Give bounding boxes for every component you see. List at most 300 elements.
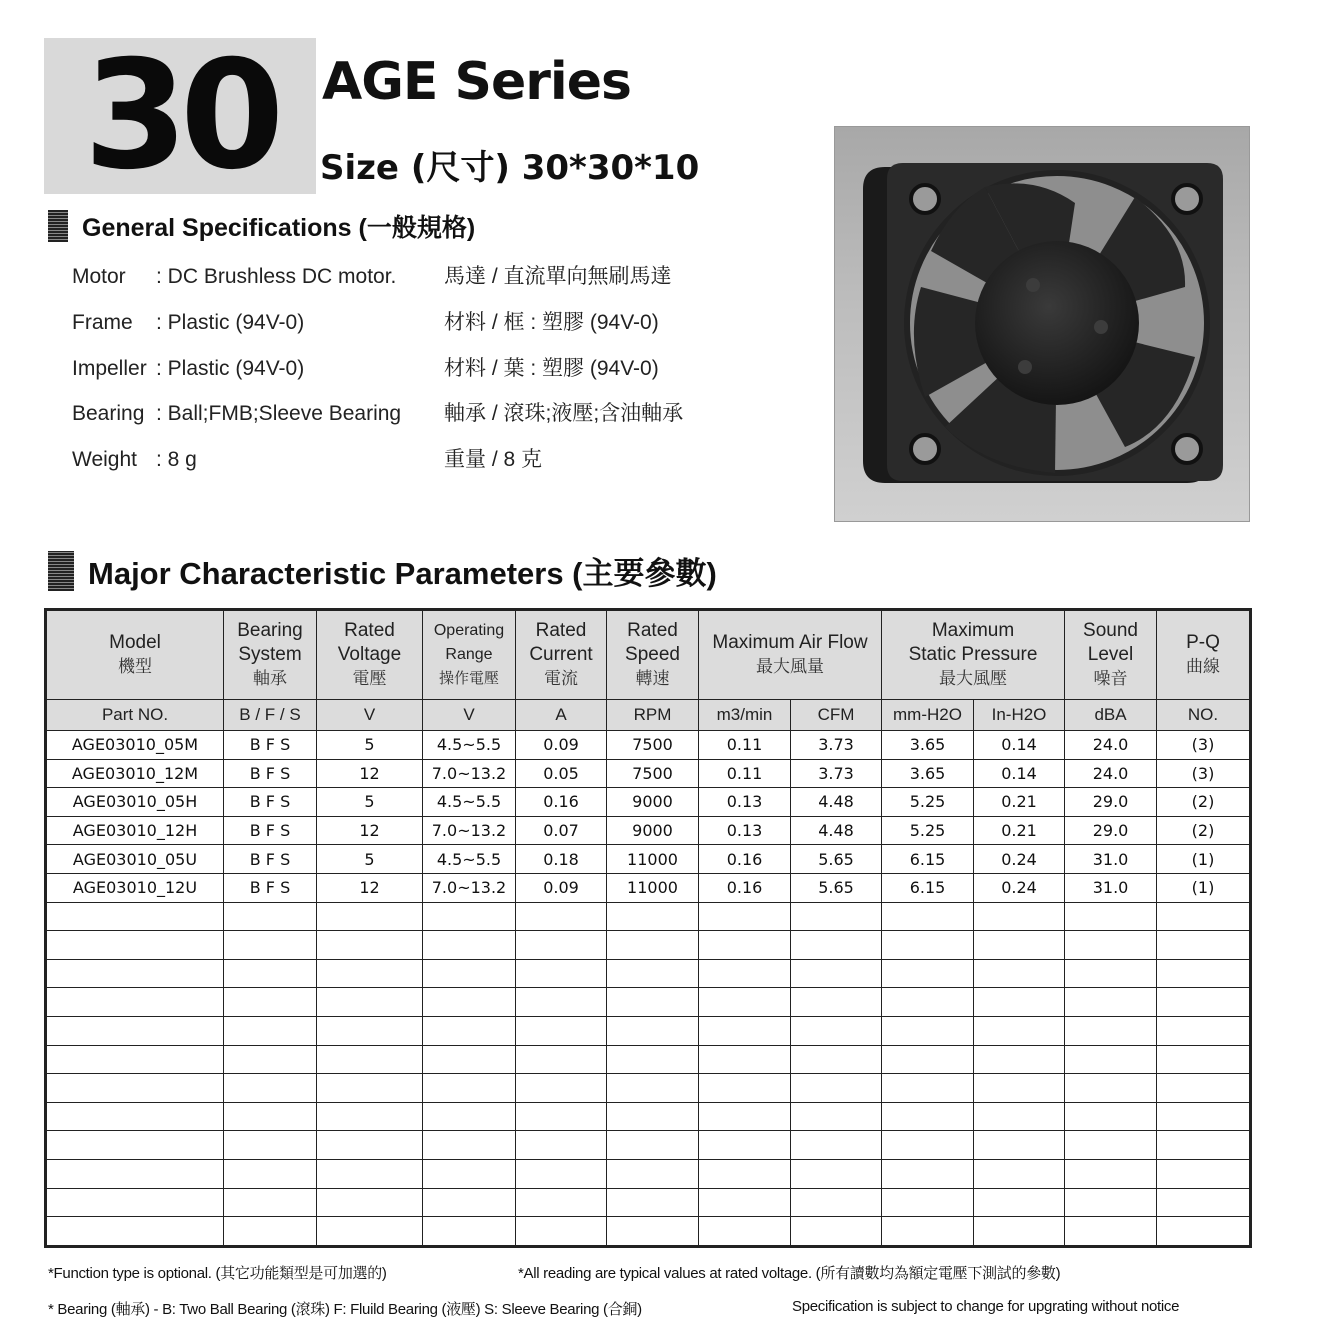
spec-value: : Plastic (94V-0) <box>156 311 305 334</box>
spec-value: : 8 g <box>156 448 197 471</box>
empty-cell <box>317 988 423 1017</box>
empty-cell <box>423 1045 516 1074</box>
spec-value-cn: 馬達 / 直流單向無刷馬達 <box>444 265 672 288</box>
empty-cell <box>317 902 423 931</box>
footnote-change-notice: Specification is subject to change for upgrating without notice <box>792 1298 1180 1315</box>
empty-cell <box>1065 902 1157 931</box>
empty-table-row <box>46 1074 1251 1103</box>
unit-cell: RPM <box>607 700 699 731</box>
empty-cell <box>607 902 699 931</box>
empty-cell <box>882 1074 974 1103</box>
table-cell: 6.15 <box>882 845 974 874</box>
table-cell: 5.25 <box>882 788 974 817</box>
empty-cell <box>791 1188 882 1217</box>
empty-cell <box>516 931 607 960</box>
major-params-heading <box>48 548 717 593</box>
table-cell: 3.73 <box>791 731 882 760</box>
empty-cell <box>607 1016 699 1045</box>
col-header-bearing <box>224 610 317 700</box>
empty-cell <box>699 1188 791 1217</box>
table-cell: 0.16 <box>516 788 607 817</box>
unit-cell: B / F / S <box>224 700 317 731</box>
empty-cell <box>882 988 974 1017</box>
spec-label: Motor <box>72 265 126 288</box>
empty-cell <box>607 1045 699 1074</box>
table-cell: 0.09 <box>516 873 607 902</box>
unit-cell: CFM <box>791 700 882 731</box>
table-cell: AGE03010_05U <box>46 845 224 874</box>
header-text-cn: 曲線 <box>1186 657 1221 676</box>
unit-cell: V <box>317 700 423 731</box>
table-cell: 11000 <box>607 845 699 874</box>
empty-cell <box>974 988 1065 1017</box>
table-cell: 3.73 <box>791 759 882 788</box>
empty-cell <box>46 988 224 1017</box>
footnote-bearing: * Bearing (軸承) - B: Two Ball Bearing (滾珠) F: Fluild Bearing (液壓) S: Sleeve Bearing (合銅) <box>48 1301 642 1318</box>
spec-value: : DC Brushless DC motor. <box>156 265 397 288</box>
table-cell: 29.0 <box>1065 788 1157 817</box>
empty-cell <box>516 1131 607 1160</box>
empty-cell <box>224 1045 317 1074</box>
header-text-cn: 最大風壓 <box>939 669 1007 688</box>
spec-value-cn: 軸承 / 滾珠;液壓;含油軸承 <box>444 402 684 425</box>
empty-cell <box>974 1159 1065 1188</box>
spec-label: Frame <box>72 311 133 334</box>
unit-cell: NO. <box>1157 700 1251 731</box>
table-cell: 4.48 <box>791 816 882 845</box>
header-text: System <box>238 644 302 665</box>
empty-cell <box>46 1074 224 1103</box>
empty-cell <box>1157 988 1251 1017</box>
header-text: Model <box>109 632 161 653</box>
empty-cell <box>516 1045 607 1074</box>
table-row <box>46 731 1251 760</box>
empty-cell <box>46 931 224 960</box>
empty-cell <box>224 902 317 931</box>
table-cell: 0.24 <box>974 873 1065 902</box>
table-cell: B F S <box>224 873 317 902</box>
unit-cell: mm-H2O <box>882 700 974 731</box>
table-cell: 0.14 <box>974 759 1065 788</box>
empty-cell <box>1065 1074 1157 1103</box>
empty-cell <box>46 1217 224 1247</box>
table-cell: 4.5~5.5 <box>423 731 516 760</box>
table-cell: 5 <box>317 731 423 760</box>
empty-cell <box>699 1074 791 1103</box>
table-cell: 0.05 <box>516 759 607 788</box>
empty-cell <box>607 1159 699 1188</box>
empty-table-row <box>46 1217 1251 1247</box>
empty-cell <box>516 988 607 1017</box>
table-cell: 9000 <box>607 788 699 817</box>
empty-cell <box>423 988 516 1017</box>
empty-cell <box>516 902 607 931</box>
empty-cell <box>1157 1131 1251 1160</box>
header-text: Sound <box>1083 620 1138 641</box>
empty-cell <box>882 1045 974 1074</box>
spec-label: Impeller <box>72 357 147 380</box>
table-cell: 12 <box>317 816 423 845</box>
empty-cell <box>516 959 607 988</box>
spec-value-cn: 材料 / 葉 : 塑膠 (94V-0) <box>444 357 659 380</box>
header-text-cn: 軸承 <box>253 669 287 688</box>
empty-cell <box>46 1188 224 1217</box>
empty-cell <box>882 1016 974 1045</box>
header-text: Static Pressure <box>908 644 1038 665</box>
col-header-pressure <box>882 610 1065 700</box>
empty-cell <box>423 1188 516 1217</box>
table-cell: AGE03010_12U <box>46 873 224 902</box>
table-row <box>46 845 1251 874</box>
header-text-cn: 噪音 <box>1093 669 1128 688</box>
empty-cell <box>607 1102 699 1131</box>
table-cell: (3) <box>1157 759 1251 788</box>
empty-cell <box>317 1045 423 1074</box>
parameters-table <box>44 608 1252 1248</box>
empty-cell <box>607 931 699 960</box>
empty-table-row <box>46 931 1251 960</box>
empty-cell <box>791 1102 882 1131</box>
table-cell: 31.0 <box>1065 873 1157 902</box>
table-cell: 24.0 <box>1065 759 1157 788</box>
empty-cell <box>1157 1045 1251 1074</box>
table-cell: 4.5~5.5 <box>423 788 516 817</box>
table-cell: 0.14 <box>974 731 1065 760</box>
unit-cell: m3/min <box>699 700 791 731</box>
table-cell: 7500 <box>607 731 699 760</box>
empty-cell <box>1065 1217 1157 1247</box>
empty-cell <box>317 1016 423 1045</box>
table-cell: 6.15 <box>882 873 974 902</box>
table-cell: 31.0 <box>1065 845 1157 874</box>
empty-table-row <box>46 1188 1251 1217</box>
empty-cell <box>1065 1131 1157 1160</box>
empty-cell <box>224 1131 317 1160</box>
fan-photo <box>834 126 1250 522</box>
empty-cell <box>46 1016 224 1045</box>
empty-cell <box>974 1131 1065 1160</box>
empty-cell <box>699 1159 791 1188</box>
empty-cell <box>1157 931 1251 960</box>
empty-cell <box>1157 959 1251 988</box>
empty-table-row <box>46 1131 1251 1160</box>
empty-cell <box>224 959 317 988</box>
empty-cell <box>317 1217 423 1247</box>
table-units-row <box>46 700 1251 731</box>
empty-cell <box>974 1188 1065 1217</box>
empty-cell <box>882 1159 974 1188</box>
table-cell: AGE03010_05M <box>46 731 224 760</box>
table-cell: 7.0~13.2 <box>423 759 516 788</box>
empty-cell <box>699 1016 791 1045</box>
general-spec-heading <box>48 208 475 244</box>
empty-cell <box>1065 1102 1157 1131</box>
empty-cell <box>699 1045 791 1074</box>
unit-cell: dBA <box>1065 700 1157 731</box>
table-row <box>46 759 1251 788</box>
unit-cell: A <box>516 700 607 731</box>
table-cell: 0.16 <box>699 873 791 902</box>
empty-cell <box>46 959 224 988</box>
table-cell: (1) <box>1157 845 1251 874</box>
empty-cell <box>423 1102 516 1131</box>
col-header-model <box>46 610 224 700</box>
table-cell: (3) <box>1157 731 1251 760</box>
empty-cell <box>423 1131 516 1160</box>
empty-cell <box>699 931 791 960</box>
empty-cell <box>791 1217 882 1247</box>
spec-value: : Plastic (94V-0) <box>156 357 305 380</box>
table-cell: 0.13 <box>699 788 791 817</box>
empty-table-row <box>46 1102 1251 1131</box>
table-cell: 5 <box>317 845 423 874</box>
footnote-function: *Function type is optional. (其它功能類型是可加選的) <box>48 1265 387 1282</box>
empty-cell <box>607 1217 699 1247</box>
header-text-cn: 最大風量 <box>756 657 824 676</box>
series-title: AGE Series <box>322 52 631 112</box>
table-cell: 0.09 <box>516 731 607 760</box>
empty-cell <box>699 1131 791 1160</box>
empty-cell <box>1157 1188 1251 1217</box>
empty-cell <box>699 959 791 988</box>
size-number: 30 <box>83 29 277 203</box>
empty-cell <box>516 1217 607 1247</box>
table-cell: 0.18 <box>516 845 607 874</box>
table-cell: 5.65 <box>791 873 882 902</box>
table-cell: B F S <box>224 759 317 788</box>
empty-table-row <box>46 1159 1251 1188</box>
spec-label: Weight <box>72 448 137 471</box>
empty-cell <box>46 1045 224 1074</box>
empty-cell <box>224 1016 317 1045</box>
table-cell: 3.65 <box>882 759 974 788</box>
empty-cell <box>1157 1074 1251 1103</box>
empty-cell <box>882 1217 974 1247</box>
empty-cell <box>317 1159 423 1188</box>
table-cell: 5.65 <box>791 845 882 874</box>
empty-cell <box>423 902 516 931</box>
empty-cell <box>1157 1159 1251 1188</box>
empty-cell <box>224 1074 317 1103</box>
header-text: Maximum Air Flow <box>712 632 868 653</box>
empty-cell <box>607 959 699 988</box>
col-header-airflow <box>699 610 882 700</box>
empty-cell <box>791 959 882 988</box>
table-cell: (2) <box>1157 816 1251 845</box>
unit-cell: In-H2O <box>974 700 1065 731</box>
table-row <box>46 788 1251 817</box>
col-header-pq <box>1157 610 1251 700</box>
header-text: Maximum <box>931 620 1015 641</box>
empty-cell <box>1065 1188 1157 1217</box>
empty-cell <box>317 1102 423 1131</box>
header-text-cn: 操作電壓 <box>438 670 499 687</box>
empty-cell <box>423 1074 516 1103</box>
empty-cell <box>224 1159 317 1188</box>
header-text: Range <box>445 646 493 663</box>
footnote-readings: *All reading are typical values at rated voltage. (所有讀數均為額定電壓下測試的參數) <box>518 1265 1061 1282</box>
header-text: Rated <box>344 620 395 641</box>
empty-table-row <box>46 1016 1251 1045</box>
empty-cell <box>974 1217 1065 1247</box>
table-cell: 5 <box>317 788 423 817</box>
header-text: Level <box>1087 644 1134 665</box>
table-cell: 11000 <box>607 873 699 902</box>
major-params-heading-text: Major Characteristic Parameters (主要參數) <box>88 556 717 591</box>
table-cell: 3.65 <box>882 731 974 760</box>
empty-cell <box>882 959 974 988</box>
empty-cell <box>224 1217 317 1247</box>
empty-cell <box>882 931 974 960</box>
table-cell: 9000 <box>607 816 699 845</box>
empty-cell <box>974 1102 1065 1131</box>
empty-cell <box>516 1188 607 1217</box>
unit-cell: V <box>423 700 516 731</box>
spec-value-cn: 材料 / 框 : 塑膠 (94V-0) <box>444 311 659 334</box>
empty-cell <box>882 1131 974 1160</box>
empty-cell <box>224 1188 317 1217</box>
empty-cell <box>46 902 224 931</box>
empty-cell <box>423 1217 516 1247</box>
spec-value-cn: 重量 / 8 克 <box>444 448 543 471</box>
empty-cell <box>882 1188 974 1217</box>
empty-cell <box>46 1131 224 1160</box>
empty-table-row <box>46 959 1251 988</box>
table-cell: 7500 <box>607 759 699 788</box>
section-marker-icon <box>48 210 68 242</box>
table-cell: 29.0 <box>1065 816 1157 845</box>
header-text-cn: 電壓 <box>352 669 387 688</box>
empty-cell <box>791 902 882 931</box>
empty-cell <box>317 931 423 960</box>
empty-cell <box>317 1074 423 1103</box>
col-header-voltage <box>317 610 423 700</box>
table-cell: B F S <box>224 731 317 760</box>
table-cell: B F S <box>224 845 317 874</box>
table-cell: 0.21 <box>974 816 1065 845</box>
empty-table-row <box>46 902 1251 931</box>
empty-cell <box>1065 1016 1157 1045</box>
empty-cell <box>516 1016 607 1045</box>
table-cell: B F S <box>224 816 317 845</box>
empty-cell <box>607 1131 699 1160</box>
empty-cell <box>224 1102 317 1131</box>
empty-cell <box>317 1131 423 1160</box>
table-cell: 4.5~5.5 <box>423 845 516 874</box>
empty-cell <box>1065 988 1157 1017</box>
empty-cell <box>699 1217 791 1247</box>
empty-cell <box>1157 902 1251 931</box>
table-cell: (1) <box>1157 873 1251 902</box>
empty-cell <box>423 931 516 960</box>
header-text: Operating <box>433 622 505 639</box>
empty-cell <box>791 1074 882 1103</box>
empty-cell <box>699 902 791 931</box>
header-text: P-Q <box>1186 632 1220 653</box>
empty-cell <box>882 1102 974 1131</box>
empty-cell <box>224 931 317 960</box>
empty-cell <box>1157 1016 1251 1045</box>
table-cell: AGE03010_12H <box>46 816 224 845</box>
empty-cell <box>317 959 423 988</box>
header-text: Current <box>529 644 593 665</box>
size-badge <box>44 29 316 203</box>
empty-table-row <box>46 1045 1251 1074</box>
empty-cell <box>791 1131 882 1160</box>
empty-cell <box>46 1102 224 1131</box>
header-text-cn: 機型 <box>118 657 152 676</box>
table-cell: AGE03010_05H <box>46 788 224 817</box>
section-marker-icon <box>48 551 74 591</box>
table-cell: 0.07 <box>516 816 607 845</box>
header-text: Bearing <box>237 620 303 641</box>
table-cell: 12 <box>317 759 423 788</box>
general-spec-heading-text: General Specifications (一般規格) <box>82 214 476 242</box>
axial-fan-icon <box>835 127 1249 521</box>
table-cell: 7.0~13.2 <box>423 816 516 845</box>
table-cell: 0.21 <box>974 788 1065 817</box>
col-header-sound <box>1065 610 1157 700</box>
table-cell: 0.11 <box>699 731 791 760</box>
empty-cell <box>882 902 974 931</box>
empty-cell <box>974 1074 1065 1103</box>
header-text: Rated <box>535 620 587 641</box>
spec-label: Bearing <box>72 402 145 425</box>
empty-cell <box>791 931 882 960</box>
table-cell: 24.0 <box>1065 731 1157 760</box>
table-cell: 12 <box>317 873 423 902</box>
size-line: Size (尺寸) 30*30*10 <box>320 148 700 188</box>
col-header-speed <box>607 610 699 700</box>
table-cell: 0.24 <box>974 845 1065 874</box>
empty-cell <box>1157 1102 1251 1131</box>
empty-cell <box>791 988 882 1017</box>
table-row <box>46 816 1251 845</box>
col-header-current <box>516 610 607 700</box>
table-cell: (2) <box>1157 788 1251 817</box>
empty-cell <box>974 902 1065 931</box>
header-text-cn: 電流 <box>544 669 578 688</box>
table-cell: AGE03010_12M <box>46 759 224 788</box>
empty-cell <box>974 959 1065 988</box>
table-cell: 0.13 <box>699 816 791 845</box>
table-cell: B F S <box>224 788 317 817</box>
header-text: Speed <box>625 644 680 665</box>
table-cell: 0.11 <box>699 759 791 788</box>
empty-cell <box>516 1102 607 1131</box>
empty-cell <box>974 1045 1065 1074</box>
empty-cell <box>423 1016 516 1045</box>
empty-cell <box>1065 931 1157 960</box>
table-cell: 7.0~13.2 <box>423 873 516 902</box>
table-row <box>46 873 1251 902</box>
table-cell: 4.48 <box>791 788 882 817</box>
header-text-cn: 轉速 <box>635 669 670 688</box>
empty-cell <box>46 1159 224 1188</box>
table-cell: 0.16 <box>699 845 791 874</box>
table-cell: 5.25 <box>882 816 974 845</box>
empty-cell <box>224 988 317 1017</box>
empty-cell <box>1065 1045 1157 1074</box>
header-text: Voltage <box>337 644 402 665</box>
table-header-row <box>46 610 1251 700</box>
unit-cell: Part NO. <box>46 700 224 731</box>
spec-value: : Ball;FMB;Sleeve Bearing <box>156 402 402 425</box>
header-text: Rated <box>627 620 678 641</box>
empty-table-row <box>46 988 1251 1017</box>
empty-cell <box>516 1159 607 1188</box>
empty-cell <box>1065 959 1157 988</box>
